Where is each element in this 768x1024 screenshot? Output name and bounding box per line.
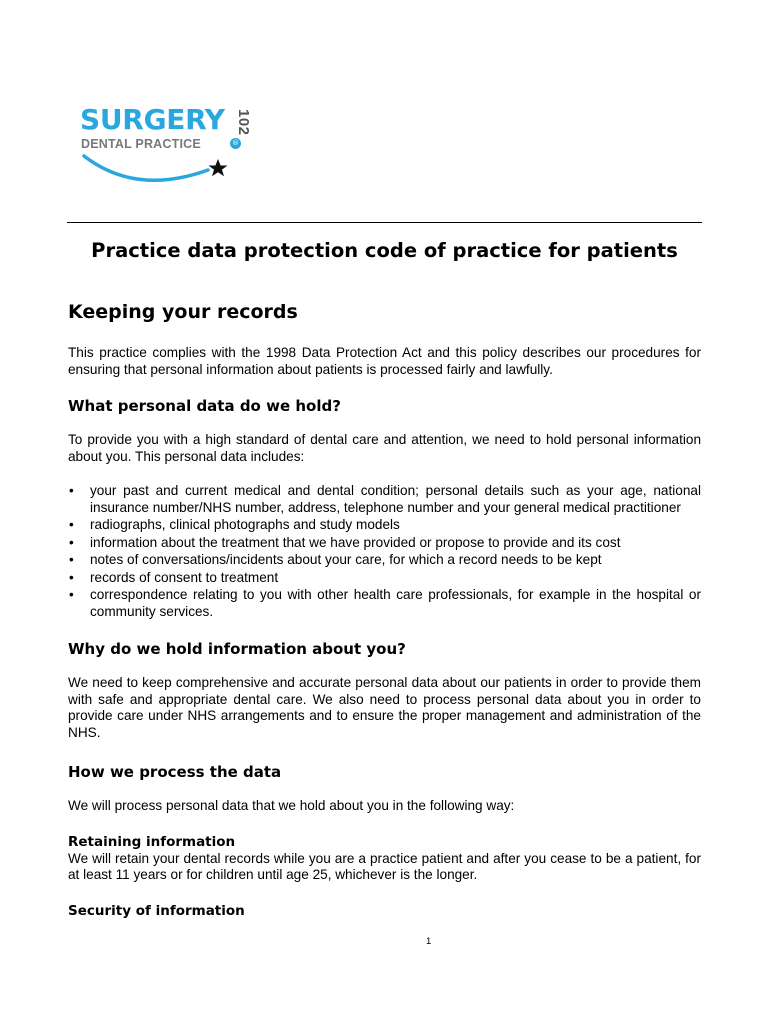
list-item: • records of consent to treatment xyxy=(68,570,701,587)
subheading-security-information: Security of information xyxy=(68,902,245,919)
logo-wordmark: SURGERY xyxy=(80,103,225,136)
list-item: • information about the treatment that we have provided or propose to provide and its cost xyxy=(68,535,701,552)
personal-data-intro: To provide you with a high standard of dental care and attention, we need to hold personal information about you. This personal data includes: xyxy=(68,432,701,464)
section-heading-why-hold: Why do we hold information about you? xyxy=(68,640,406,658)
why-hold-paragraph: We need to keep comprehensive and accurate personal data about our patients in order to provide them with safe and appropriate dental care. We also need to process personal data about you in order to provide care under NHS arrangements and to ensure the proper management and administration of the NHS. xyxy=(68,675,701,740)
section-heading-keeping-records: Keeping your records xyxy=(68,301,298,323)
header-divider xyxy=(67,222,702,223)
list-item: • correspondence relating to you with other health care professionals, for example in the hospital or community services. xyxy=(68,587,701,620)
list-item: • your past and current medical and dental condition; personal details such as your age, national insurance number/NHS number, address, telephone number and your general medical practitioner xyxy=(68,483,701,516)
logo-subtitle: DENTAL PRACTICE xyxy=(81,137,201,151)
retaining-paragraph: We will retain your dental records while you are a practice patient and after you cease to be a patient, for at least 11 years or for children until age 25, whichever is the longer. xyxy=(68,850,701,882)
document-title: Practice data protection code of practice for patients xyxy=(91,239,678,262)
list-item: • radiographs, clinical photographs and study models xyxy=(68,517,701,534)
page-number: 1 xyxy=(426,936,432,947)
logo-swoosh xyxy=(76,144,246,194)
practice-logo xyxy=(76,103,252,199)
star-icon xyxy=(209,159,228,176)
list-item: • notes of conversations/incidents about your care, for which a record needs to be kept xyxy=(68,552,701,569)
personal-data-list xyxy=(68,483,701,620)
document-body xyxy=(68,300,701,920)
intro-paragraph: This practice complies with the 1998 Data Protection Act and this policy describes our procedures for ensuring that personal information about patients is processed fairly and lawfully. xyxy=(68,345,701,377)
registered-mark: ® xyxy=(232,139,239,147)
section-heading-personal-data: What personal data do we hold? xyxy=(68,397,341,415)
logo-number: 102 xyxy=(235,109,252,136)
section-heading-how-process: How we process the data xyxy=(68,763,282,781)
how-process-intro: We will process personal data that we hold about you in the following way: xyxy=(68,798,515,813)
subheading-retaining-information: Retaining information xyxy=(68,833,236,850)
